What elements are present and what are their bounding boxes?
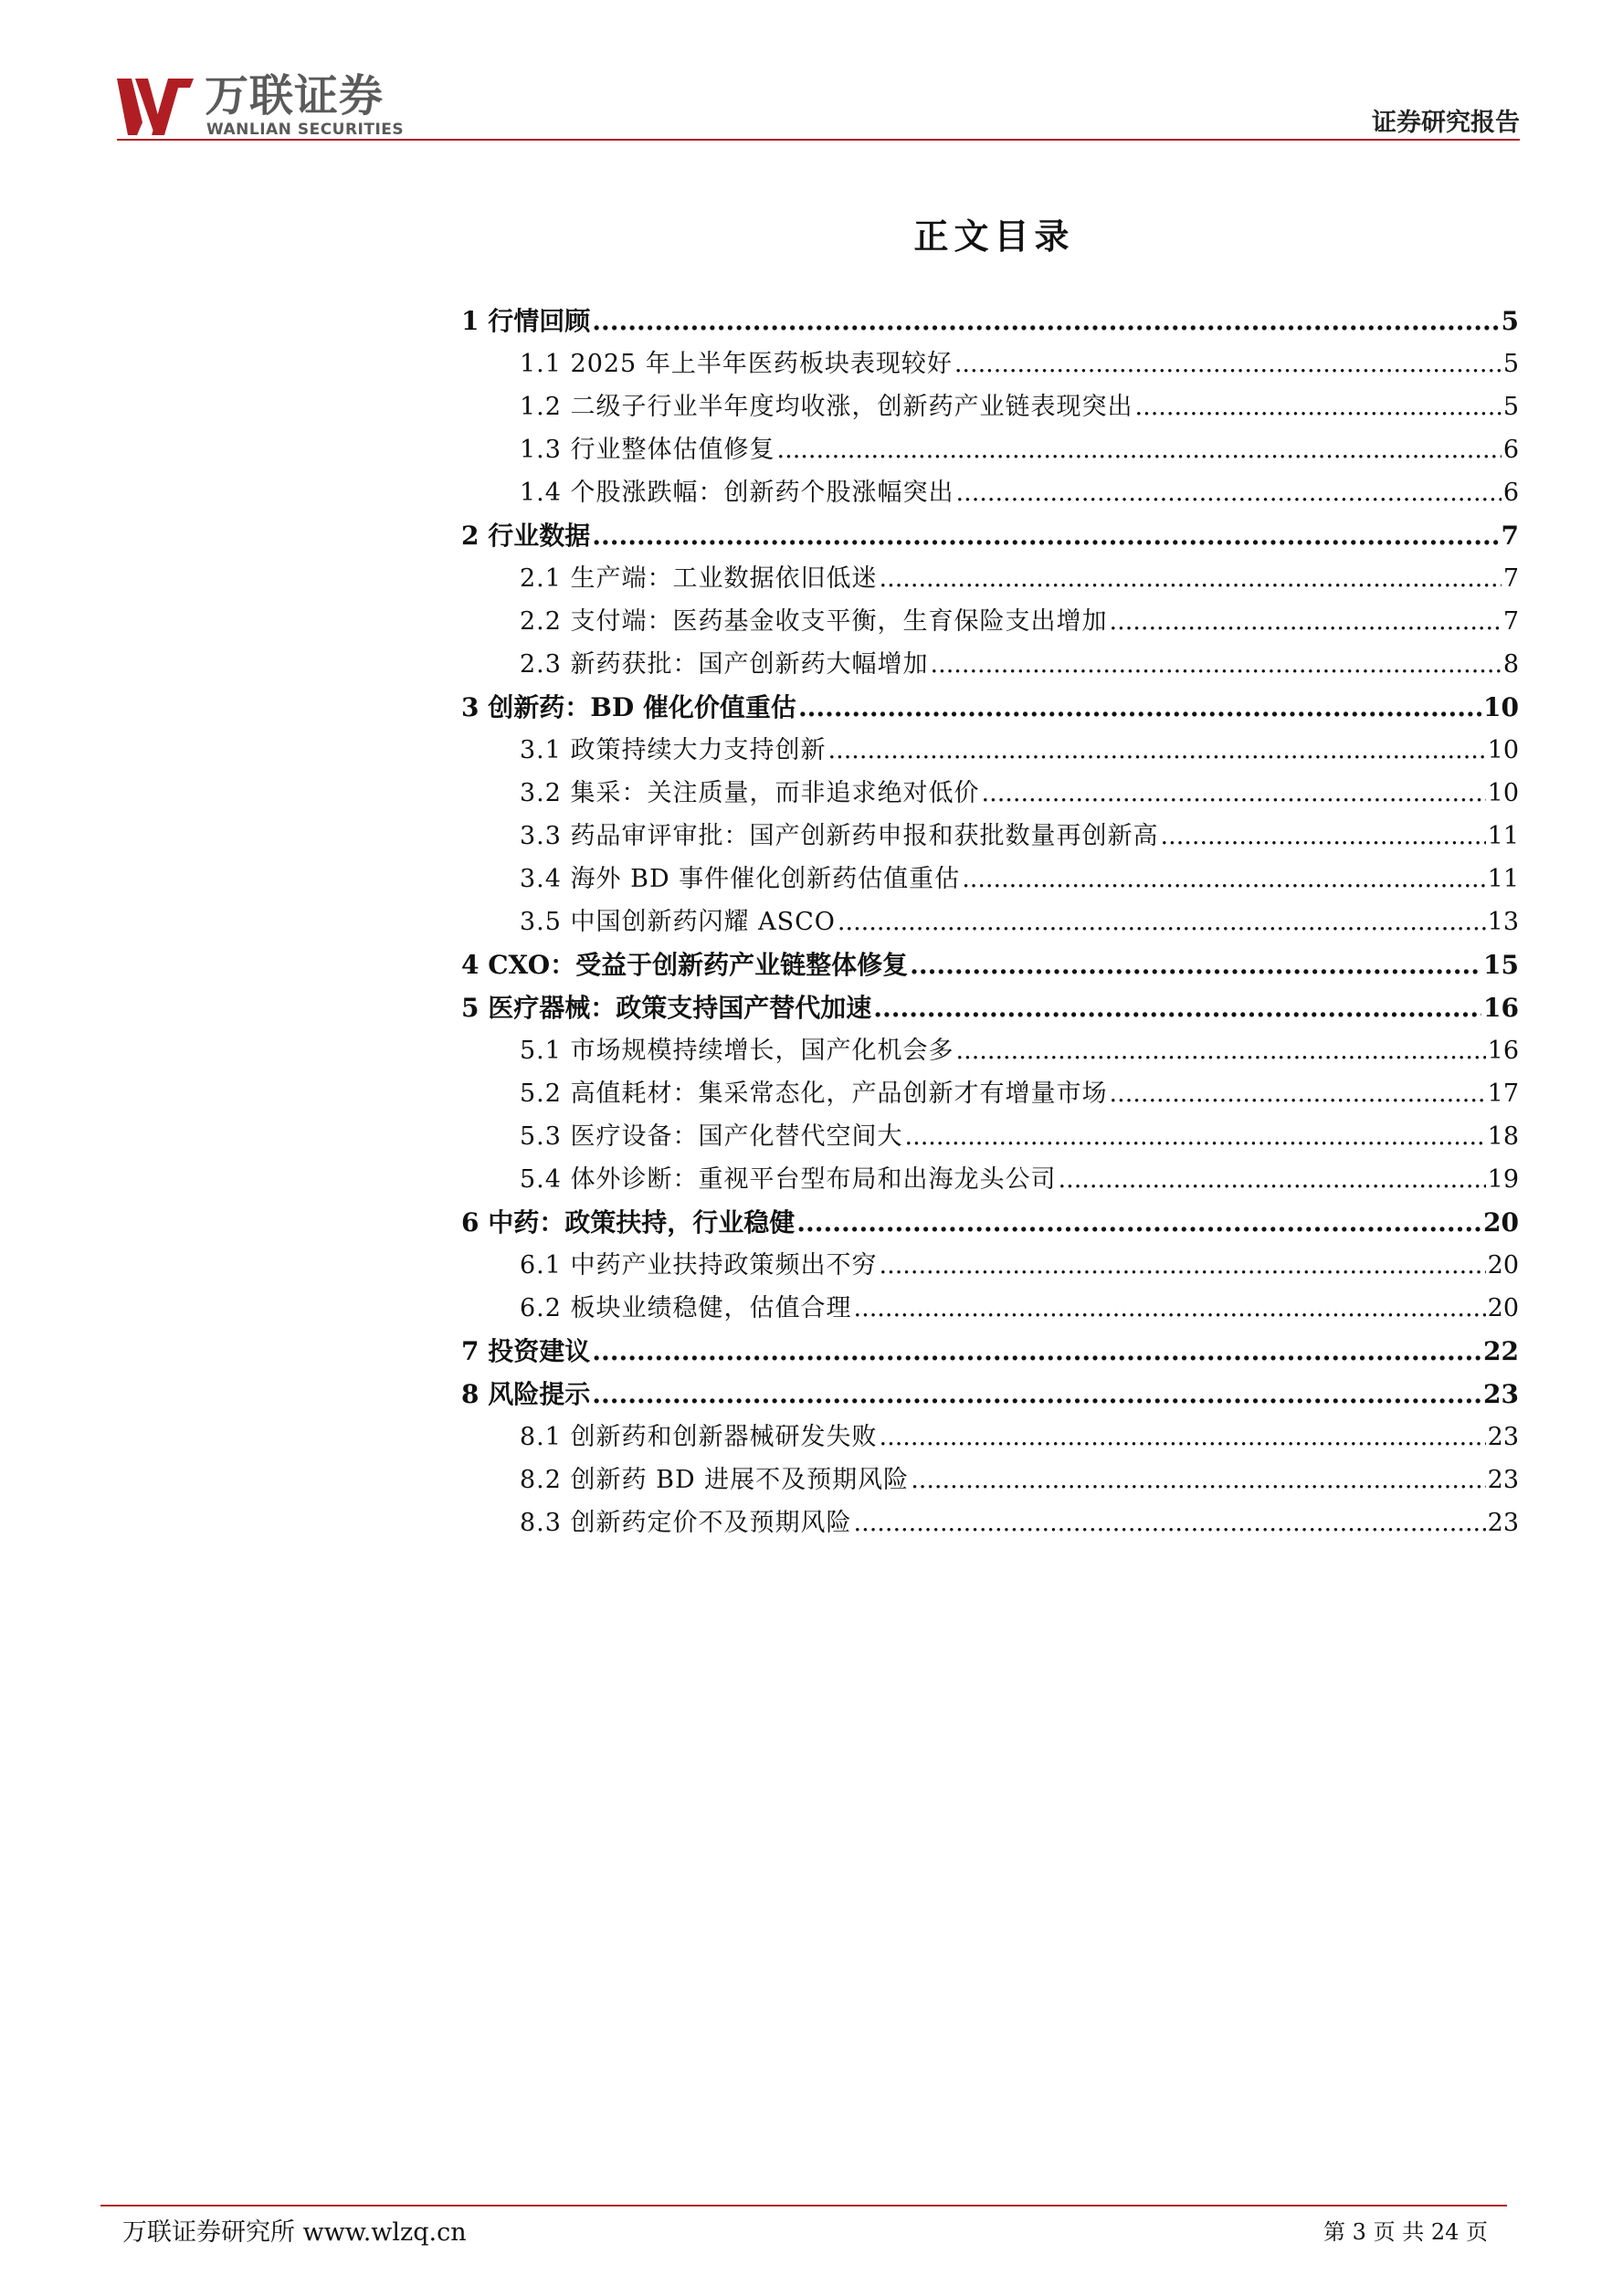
page-title: 正文目录 <box>913 216 1075 257</box>
toc-entry[interactable] <box>461 514 1519 557</box>
toc-dot-leader <box>954 342 1502 385</box>
toc-entry-page: 7 <box>1502 607 1519 636</box>
toc-entry-page: 15 <box>1483 950 1519 980</box>
toc-entry-page: 19 <box>1487 1165 1519 1194</box>
toc-dot-leader <box>880 1244 1486 1287</box>
toc-dot-leader <box>838 900 1486 943</box>
toc-dot-leader <box>592 1373 1481 1416</box>
toc-dot-leader <box>854 1287 1486 1330</box>
company-logo <box>117 71 446 144</box>
toc-entry-page: 23 <box>1483 1379 1519 1409</box>
toc-dot-leader <box>910 943 1481 986</box>
report-type-label: 证券研究报告 <box>1372 109 1520 137</box>
toc-dot-leader <box>956 471 1502 514</box>
toc-entry[interactable] <box>461 342 1519 385</box>
toc-dot-leader <box>1135 385 1502 428</box>
toc-dot-leader <box>880 557 1502 600</box>
toc-entry[interactable] <box>461 1201 1519 1244</box>
toc-entry-page: 8 <box>1502 650 1519 679</box>
toc-entry-label: 3.2 集采：关注质量，而非追求绝对低价 <box>520 779 980 807</box>
toc-entry[interactable] <box>461 815 1519 858</box>
toc-entry[interactable] <box>461 858 1519 900</box>
toc-entry-page: 23 <box>1487 1423 1519 1451</box>
toc-entry-page: 10 <box>1483 692 1519 722</box>
toc-dot-leader <box>854 1501 1486 1544</box>
toc-entry-label: 6 中药：政策扶持，行业稳健 <box>461 1207 796 1238</box>
toc-entry-label: 2 行业数据 <box>461 521 591 551</box>
toc-dot-leader <box>982 772 1486 815</box>
footer-page-number: 第 3 页 共 24 页 <box>1323 2219 1488 2245</box>
footer-divider <box>100 2205 1507 2206</box>
toc-entry-label: 7 投资建议 <box>461 1336 591 1366</box>
toc-entry-label: 1.3 行业整体估值修复 <box>520 436 775 464</box>
toc-entry-label: 8.3 创新药定价不及预期风险 <box>520 1509 852 1537</box>
toc-entry[interactable] <box>461 600 1519 643</box>
toc-entry[interactable] <box>461 643 1519 686</box>
toc-entry[interactable] <box>461 1416 1519 1459</box>
toc-dot-leader <box>880 1416 1486 1459</box>
toc-entry[interactable] <box>461 428 1519 471</box>
toc-entry[interactable] <box>461 686 1519 729</box>
table-of-contents <box>461 300 1519 1544</box>
toc-entry-label: 1.2 二级子行业半年度均收涨，创新药产业链表现突出 <box>520 393 1133 421</box>
toc-entry-label: 1 行情回顾 <box>461 306 591 336</box>
toc-dot-leader <box>931 643 1502 686</box>
toc-entry[interactable] <box>461 1459 1519 1501</box>
toc-dot-leader <box>828 729 1486 772</box>
toc-entry[interactable] <box>461 1029 1519 1072</box>
toc-entry[interactable] <box>461 729 1519 772</box>
toc-entry[interactable] <box>461 557 1519 600</box>
toc-entry[interactable] <box>461 1501 1519 1544</box>
toc-dot-leader <box>873 986 1481 1029</box>
toc-entry[interactable] <box>461 1373 1519 1416</box>
toc-entry-page: 18 <box>1487 1122 1519 1151</box>
toc-dot-leader <box>592 514 1499 557</box>
toc-entry[interactable] <box>461 986 1519 1029</box>
footer-institute: 万联证券研究所 www.wlzq.cn <box>122 2218 467 2247</box>
header-divider <box>117 139 1520 141</box>
toc-dot-leader <box>962 858 1485 900</box>
toc-entry-page: 7 <box>1502 564 1519 593</box>
toc-entry-page: 7 <box>1501 521 1519 551</box>
toc-entry-label: 6.2 板块业绩稳健，估值合理 <box>520 1294 852 1322</box>
toc-entry-page: 11 <box>1487 865 1519 893</box>
toc-entry-label: 5 医疗器械：政策支持国产替代加速 <box>461 993 872 1023</box>
toc-entry[interactable] <box>461 1158 1519 1201</box>
toc-entry[interactable] <box>461 900 1519 943</box>
toc-entry[interactable] <box>461 385 1519 428</box>
toc-entry-page: 5 <box>1501 306 1519 336</box>
toc-entry-label: 5.2 高值耗材：集采常态化，产品创新才有增量市场 <box>520 1080 1108 1108</box>
toc-dot-leader <box>798 686 1481 729</box>
toc-dot-leader <box>911 1459 1485 1501</box>
toc-entry-page: 16 <box>1483 993 1519 1023</box>
toc-dot-leader <box>592 1330 1481 1373</box>
logo-chinese-name: 万联证券 <box>205 70 385 121</box>
toc-entry[interactable] <box>461 1115 1519 1158</box>
toc-entry[interactable] <box>461 772 1519 815</box>
toc-entry-label: 4 CXO：受益于创新药产业链整体修复 <box>461 950 909 980</box>
toc-entry-label: 1.4 个股涨跌幅：创新药个股涨幅突出 <box>520 479 954 507</box>
toc-entry-label: 8.1 创新药和创新器械研发失败 <box>520 1423 878 1451</box>
toc-entry-page: 10 <box>1487 779 1519 807</box>
toc-entry-label: 3.3 药品审评审批：国产创新药申报和获批数量再创新高 <box>520 822 1159 850</box>
toc-dot-leader <box>796 1201 1481 1244</box>
toc-entry-page: 23 <box>1487 1466 1519 1494</box>
toc-entry-label: 3.5 中国创新药闪耀 ASCO <box>520 908 836 936</box>
toc-entry-label: 3.4 海外 BD 事件催化创新药估值重估 <box>520 865 961 893</box>
toc-entry-label: 8 风险提示 <box>461 1379 591 1409</box>
logo-english-name: WANLIAN SECURITIES <box>206 121 405 139</box>
toc-entry-page: 23 <box>1487 1509 1519 1537</box>
toc-entry-label: 6.1 中药产业扶持政策频出不穷 <box>520 1251 878 1280</box>
toc-entry[interactable] <box>461 1287 1519 1330</box>
toc-entry[interactable] <box>461 943 1519 986</box>
toc-entry[interactable] <box>461 1330 1519 1373</box>
toc-dot-leader <box>777 428 1502 471</box>
toc-entry[interactable] <box>461 1244 1519 1287</box>
toc-dot-leader <box>1110 1072 1486 1115</box>
toc-entry-page: 13 <box>1487 908 1519 936</box>
toc-entry-page: 6 <box>1502 436 1519 464</box>
toc-dot-leader <box>1110 600 1502 643</box>
toc-entry-label: 5.3 医疗设备：国产化替代空间大 <box>520 1122 903 1151</box>
toc-entry-label: 1.1 2025 年上半年医药板块表现较好 <box>520 350 953 378</box>
toc-dot-leader <box>1161 815 1486 858</box>
wanlian-logo-icon <box>117 77 197 137</box>
toc-dot-leader <box>905 1115 1486 1158</box>
toc-entry[interactable] <box>461 300 1519 342</box>
toc-dot-leader <box>956 1029 1486 1072</box>
toc-entry-label: 8.2 创新药 BD 进展不及预期风险 <box>520 1466 910 1494</box>
toc-entry-label: 2.1 生产端：工业数据依旧低迷 <box>520 564 878 593</box>
toc-entry-page: 22 <box>1483 1336 1519 1366</box>
toc-dot-leader <box>592 300 1499 342</box>
toc-entry-page: 10 <box>1487 736 1519 764</box>
toc-entry-label: 5.1 市场规模持续增长，国产化机会多 <box>520 1037 954 1065</box>
toc-entry-label: 2.3 新药获批：国产创新药大幅增加 <box>520 650 929 679</box>
toc-entry-label: 5.4 体外诊断：重视平台型布局和出海龙头公司 <box>520 1165 1057 1194</box>
toc-entry-page: 20 <box>1487 1294 1519 1322</box>
toc-entry[interactable] <box>461 471 1519 514</box>
toc-entry-page: 17 <box>1487 1080 1519 1108</box>
toc-entry-page: 20 <box>1483 1207 1519 1238</box>
toc-entry-label: 2.2 支付端：医药基金收支平衡，生育保险支出增加 <box>520 607 1108 636</box>
toc-entry-page: 6 <box>1502 479 1519 507</box>
page-header <box>117 71 1520 144</box>
toc-entry-page: 5 <box>1502 393 1519 421</box>
toc-entry-page: 11 <box>1487 822 1519 850</box>
toc-dot-leader <box>1059 1158 1486 1201</box>
toc-entry-page: 16 <box>1487 1037 1519 1065</box>
toc-entry[interactable] <box>461 1072 1519 1115</box>
toc-entry-page: 5 <box>1502 350 1519 378</box>
toc-entry-label: 3 创新药：BD 催化价值重估 <box>461 692 796 722</box>
toc-entry-label: 3.1 政策持续大力支持创新 <box>520 736 827 764</box>
toc-entry-page: 20 <box>1487 1251 1519 1280</box>
